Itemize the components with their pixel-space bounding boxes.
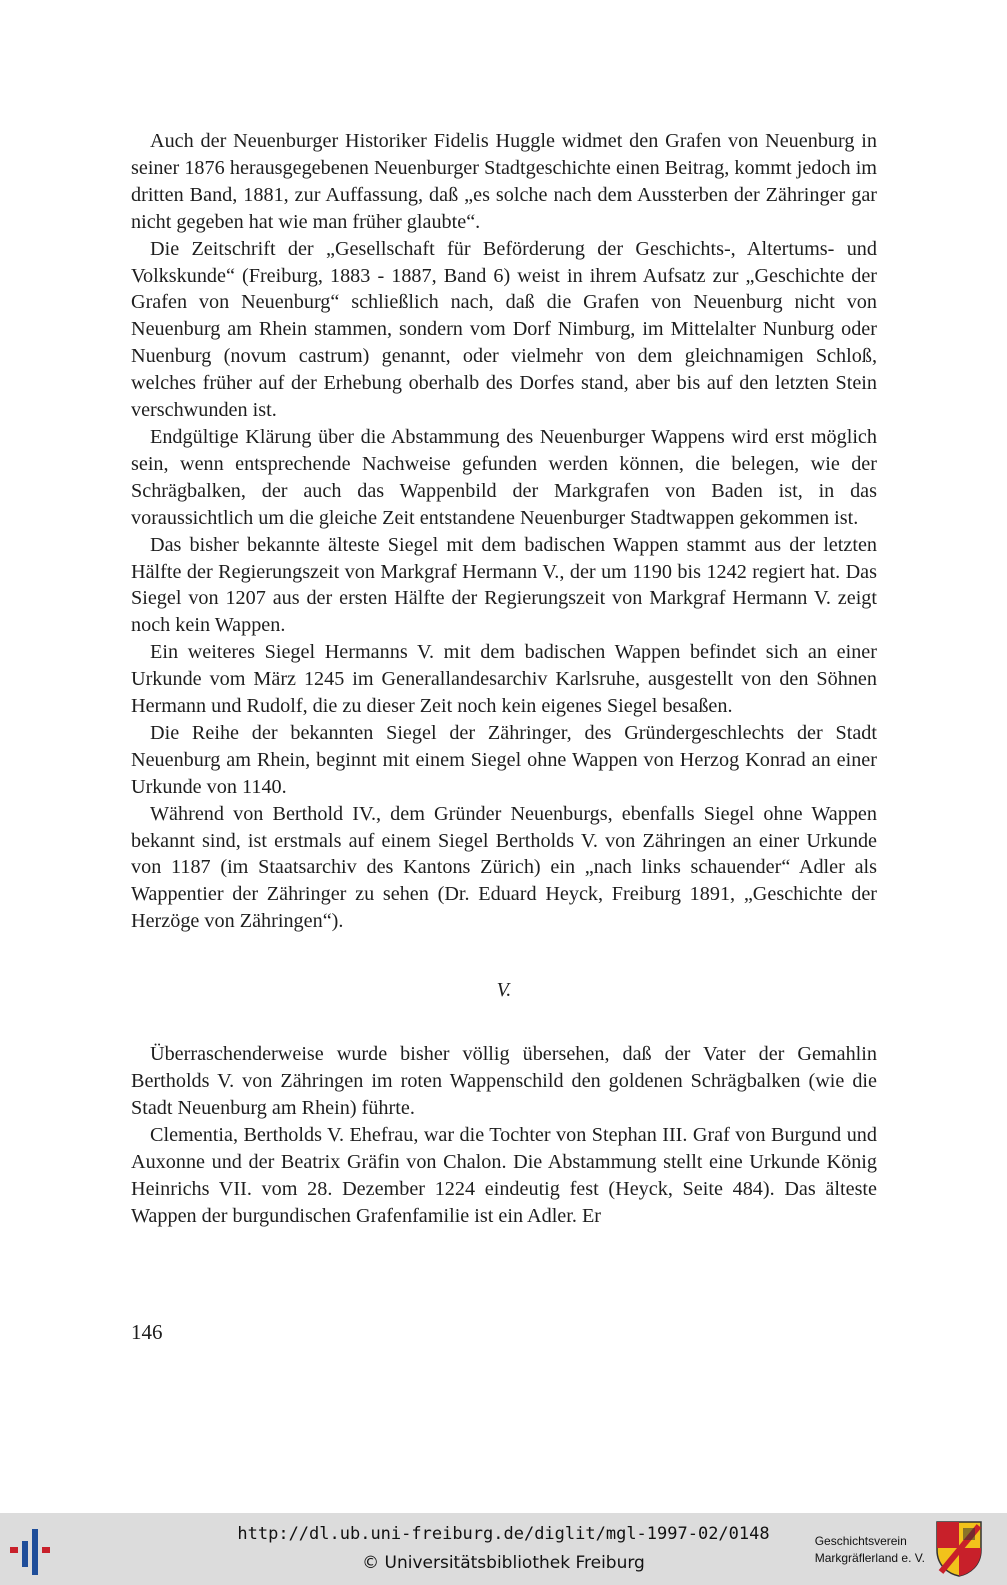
paragraph: Die Zeitschrift der „Gesellschaft für Beförderung der Geschichts-, Altertums- und Volkskunde“ (Freiburg, 1883 - 1887, Band 6) weist in ihrem Aufsatz zur „Geschichte der Grafen von Neuenburg“ schließlich nach, daß die Grafen von Neuenburg nicht von Neuenburg am Rhein stammen, sondern vom Dorf Nimburg, im Mittelalter Nunburg oder Nuenburg (novum castrum) genannt, oder vielmehr von dem gleichnamigen Schloß, welches früher auf der Erhebung oberhalb des Dorfes stand, aber bis auf den letzten Stein verschwunden ist. — [131, 237, 877, 422]
page-body-text — [131, 128, 877, 1230]
section-heading: V. — [496, 979, 512, 1002]
paragraph: Clementia, Bertholds V. Ehefrau, war die Tochter von Stephan III. Graf von Burgund und Auxonne und der Beatrix Gräfin von Chalon. Die Abstammung stellt eine Urkunde König Heinrichs VII. vom 28. Dezember 1224 eindeutig fest (Heyck, Seite 484). Das älteste Wappen der burgundischen Grafenfamilie ist ein Adler. Er — [131, 1123, 877, 1227]
page-number: 146 — [131, 1320, 163, 1344]
coat-of-arms-icon — [935, 1520, 983, 1578]
paragraph: Ein weiteres Siegel Hermanns V. mit dem badischen Wappen befindet sich an einer Urkunde vom März 1245 im Generallandesarchiv Karlsruhe, ausgestellt von den Söhnen Hermann und Rudolf, die zu dieser Zeit noch kein eigenes Siegel besaßen. — [131, 641, 877, 718]
footer-copyright: © Universitätsbibliothek Freiburg — [362, 1553, 645, 1573]
paragraph: Während von Berthold IV., dem Gründer Neuenburgs, ebenfalls Siegel ohne Wappen bekannt sind, ist erstmals auf einem Siegel Bertholds V. von Zähringen an einer Urkunde von 1187 (im Staatsarchiv des Kantons Zürich) ein „nach links schauender“ Adler als Wappentier der Zähringer zu sehen (Dr. Eduard Heyck, Freiburg 1891, „Geschichte der Herzöge von Zähringen“). — [131, 802, 877, 933]
paragraph: Überraschenderweise wurde bisher völlig übersehen, daß der Vater der Gemahlin Bertholds V. von Zähringen im roten Wappenschild den goldenen Schrägbalken (wie die Stadt Neuenburg am Rhein) führte. — [131, 1043, 877, 1119]
paragraph: Das bisher bekannte älteste Siegel mit dem badischen Wappen stammt aus der letzten Hälfte der Regierungszeit von Markgraf Hermann V., der um 1190 bis 1242 regiert hat. Das Siegel von 1207 aus der ersten Hälfte der Regierungszeit von Markgraf Hermann V. zeigt noch kein Wappen. — [131, 533, 877, 637]
society-name — [815, 1533, 925, 1567]
footer-url-link[interactable]: http://dl.ub.uni-freiburg.de/diglit/mgl-1997-02/0148 — [237, 1524, 770, 1544]
footer-bar — [0, 1513, 1007, 1585]
paragraph: Die Reihe der bekannten Siegel der Zähringer, des Gründergeschlechts der Stadt Neuenburg am Rhein, beginnt mit einem Siegel ohne Wappen von Herzog Konrad an einer Urkunde von 1140. — [131, 721, 877, 798]
society-line-2: Markgräflerland e. V. — [814, 1551, 925, 1565]
society-line-1: Geschichtsverein — [814, 1534, 907, 1548]
paragraph: Auch der Neuenburger Historiker Fidelis Huggle widmet den Grafen von Neuenburg in seiner 1876 herausgegebenen Neuenburger Stadtgeschichte einen Beitrag, kommt jedoch im dritten Band, 1881, zur Auffassung, daß „es solche nach dem Aussterben der Zähringer gar nicht gegeben hat wie man früher glaubte“. — [131, 130, 877, 233]
paragraph: Endgültige Klärung über die Abstammung des Neuenburger Wappens wird erst möglich sein, wenn entsprechende Nachweise gefunden werden können, die belegen, wie der Schrägbalken, der auch das Wappenbild der Markgrafen von Baden ist, in das voraussichtlich um die gleiche Zeit entstandene Neuenburger Stadtwappen gekommen ist. — [131, 425, 877, 529]
